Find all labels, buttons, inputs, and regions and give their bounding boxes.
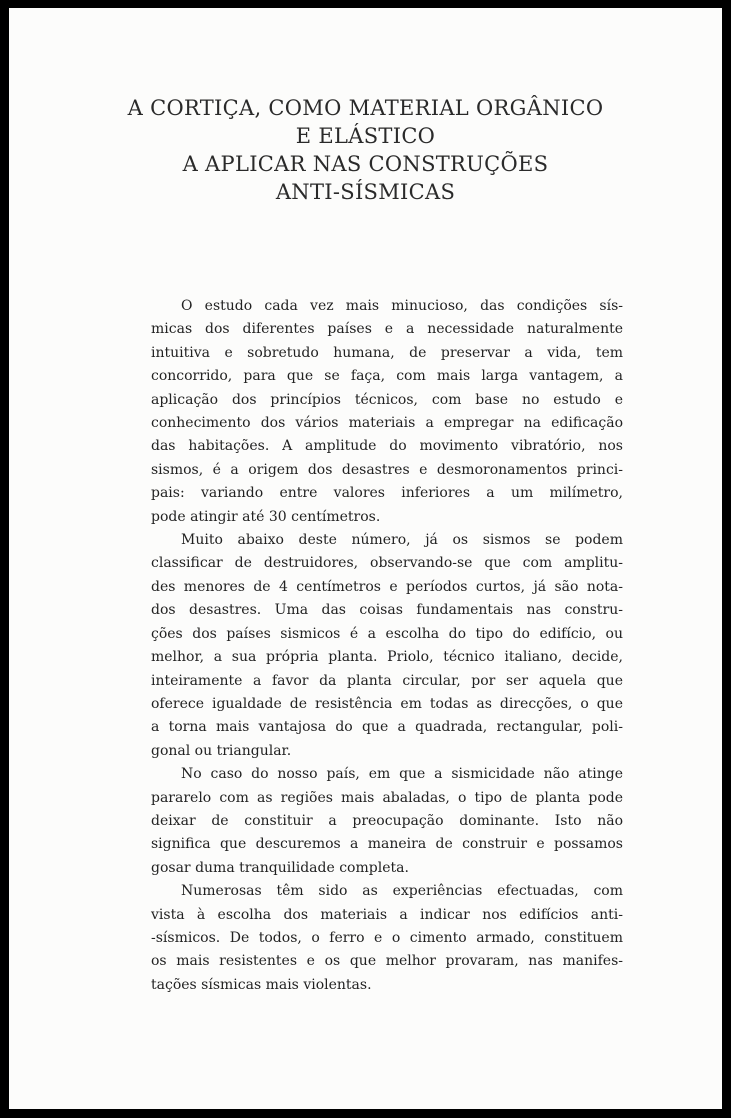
page-title xyxy=(9,94,722,206)
paragraph-2 xyxy=(151,529,623,763)
text-line: Muito abaixo deste número, já os sismos se podem xyxy=(181,532,623,549)
text-line: sismos, é a origem dos desastres e desmoronamentos princi- xyxy=(151,461,623,478)
text-line: tações sísmicas mais violentas. xyxy=(151,976,372,993)
text-line: melhor, a sua própria planta. Priolo, técnico italiano, decide, xyxy=(151,649,623,666)
text-line: pararelo com as regiões mais abaladas, o tipo de planta pode xyxy=(151,789,623,806)
paragraph-1 xyxy=(151,295,623,529)
text-line: dos desastres. Uma das coisas fundamentais nas constru- xyxy=(151,602,623,619)
text-line: os mais resistentes e os que melhor provaram, nas manifes- xyxy=(151,953,623,970)
text-line: conhecimento dos vários materiais a empregar na edificação xyxy=(151,415,623,432)
text-line: inteiramente a favor da planta circular, por ser aquela que xyxy=(151,672,623,689)
text-line: Numerosas têm sido as experiências efectuadas, com xyxy=(181,883,623,900)
text-line: ções dos países sismicos é a escolha do tipo do edifício, ou xyxy=(151,625,623,642)
text-line: a torna mais vantajosa do que a quadrada, rectangular, poli- xyxy=(151,719,623,736)
title-line: ANTI-SÍSMICAS xyxy=(275,180,456,204)
text-line: gosar duma tranquilidade completa. xyxy=(151,859,409,876)
title-line: E ELÁSTICO xyxy=(295,124,436,148)
text-line: No caso do nosso país, em que a sismicidade não atinge xyxy=(181,766,623,783)
text-line: vista à escolha dos materiais a indicar nos edifícios anti- xyxy=(151,906,623,923)
text-line: O estudo cada vez mais minucioso, das condições sís- xyxy=(181,298,623,314)
body-text xyxy=(151,295,623,997)
text-line: intuitiva e sobretudo humana, de preservar a vida, tem xyxy=(151,344,623,361)
paragraph-4 xyxy=(151,880,623,997)
text-line: deixar de constituir a preocupação dominante. Isto não xyxy=(151,812,623,829)
text-line: gonal ou triangular. xyxy=(151,742,292,759)
text-line: micas dos diferentes países e a necessidade naturalmente xyxy=(151,321,623,338)
text-line: classificar de destruidores, observando-se que com amplitu- xyxy=(151,555,623,572)
title-line: A APLICAR NAS CONSTRUÇÕES xyxy=(182,152,549,176)
text-line: aplicação dos princípios técnicos, com base no estudo e xyxy=(151,391,623,408)
text-line: pais: variando entre valores inferiores a um milímetro, xyxy=(151,485,623,502)
text-line: -sísmicos. De todos, o ferro e o cimento armado, constituem xyxy=(151,929,623,946)
text-line: concorrido, para que se faça, com mais larga vantagem, a xyxy=(151,368,623,385)
text-line: pode atingir até 30 centímetros. xyxy=(151,508,381,525)
paragraph-3 xyxy=(151,763,623,880)
text-line: significa que descuremos a maneira de construir e possamos xyxy=(151,836,623,853)
title-line: A CORTIÇA, COMO MATERIAL ORGÂNICO xyxy=(127,96,604,120)
document-page xyxy=(9,8,722,1109)
text-line: oferece igualdade de resistência em todas as direcções, o que xyxy=(151,695,623,712)
text-line: des menores de 4 centímetros e períodos curtos, já são nota- xyxy=(151,578,623,595)
text-line: das habitações. A amplitude do movimento vibratório, nos xyxy=(151,438,623,455)
